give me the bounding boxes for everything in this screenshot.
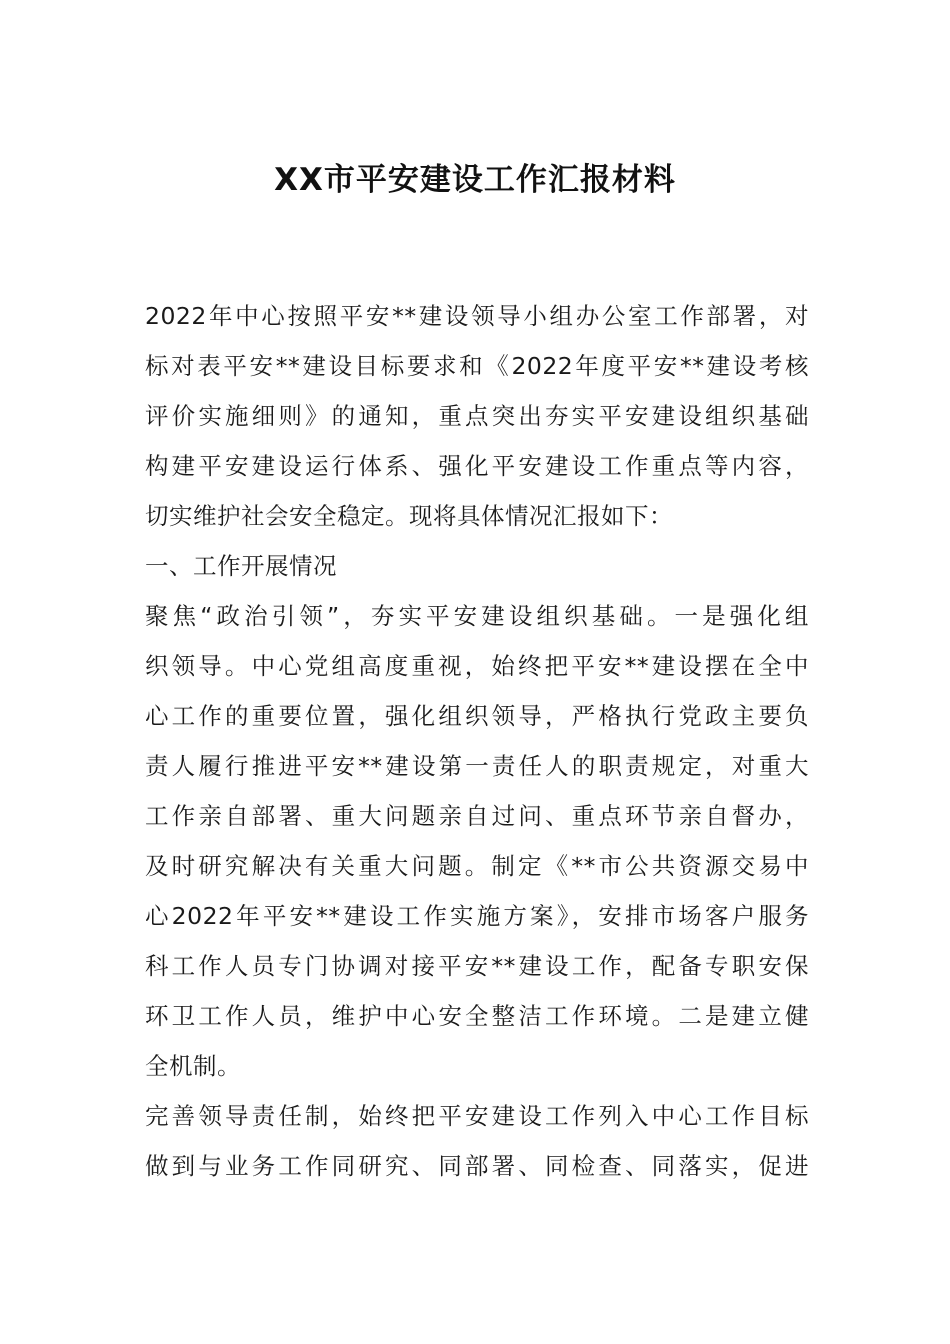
text-line: 及时研究解决有关重大问题。制定《**市公共资源交易中 [145,852,809,880]
document-title: XX市平安建设工作汇报材料 [274,162,676,198]
document-body [145,291,809,1191]
text-line: 织领导。中心党组高度重视，始终把平安**建设摆在全中 [145,652,809,680]
text-line: 环卫工作人员，维护中心安全整洁工作环境。二是建立健 [145,1002,809,1030]
text-line: 全机制。 [145,1052,241,1080]
text-line: 心2022年平安**建设工作实施方案》，安排市场客户服务 [145,902,809,930]
section-heading: 一、工作开展情况 [145,552,337,580]
text-line: 责人履行推进平安**建设第一责任人的职责规定，对重大 [145,752,809,780]
text-line: 科工作人员专门协调对接平安**建设工作，配备专职安保 [145,952,809,980]
text-line: 评价实施细则》的通知，重点突出夯实平安建设组织基础 [145,402,809,430]
text-line: 做到与业务工作同研究、同部署、同检查、同落实，促进 [145,1152,809,1180]
text-line: 切实维护社会安全稳定。现将具体情况汇报如下： [145,502,673,530]
text-line: 工作亲自部署、重大问题亲自过问、重点环节亲自督办， [145,802,809,830]
text-line: 构建平安建设运行体系、强化平安建设工作重点等内容， [145,452,809,480]
text-line: 2022年中心按照平安**建设领导小组办公室工作部署，对 [145,302,809,330]
text-line: 心工作的重要位置，强化组织领导，严格执行党政主要负 [145,702,809,730]
text-line: 聚焦“政治引领”，夯实平安建设组织基础。一是强化组 [145,602,809,630]
text-line: 完善领导责任制，始终把平安建设工作列入中心工作目标 [145,1102,809,1130]
text-line: 标对表平安**建设目标要求和《2022年度平安**建设考核 [145,352,809,380]
